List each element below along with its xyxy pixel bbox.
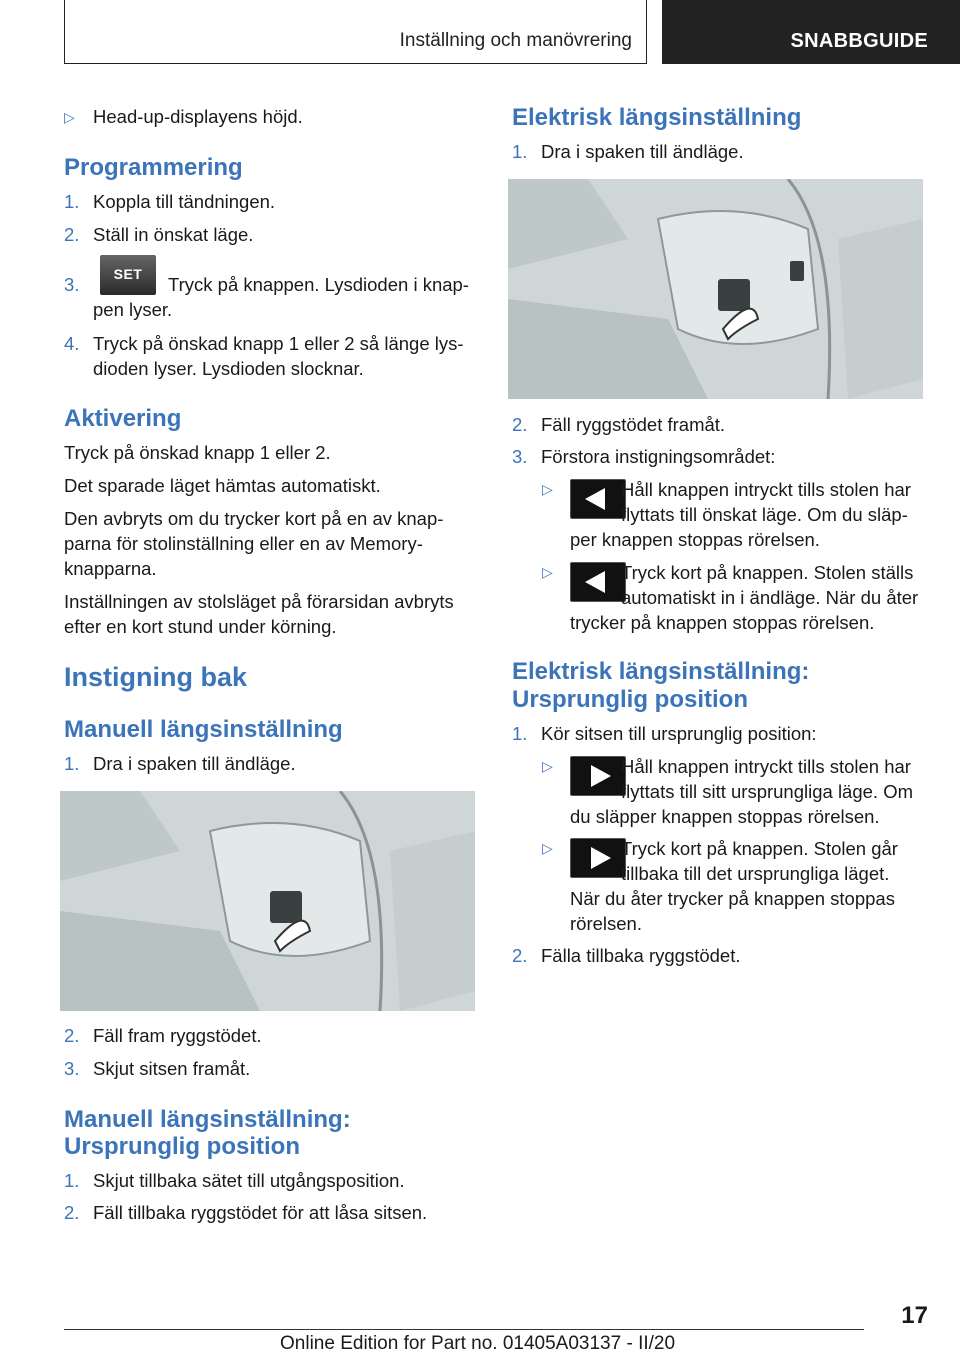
step-number: 2. [64,224,80,245]
step-text: Skjut sitsen framåt. [93,1058,251,1079]
step-text: Tryck på knappen. Lysdioden i knap- [168,274,469,295]
sub-text: trycker på knappen stoppas rörelsen. [570,612,875,633]
paragraph-line: Det sparade läget hämtas automatiskt. [64,475,381,496]
header-section-box [64,0,647,64]
step-text: Fäll tillbaka ryggstödet för att låsa sitsen. [93,1202,428,1223]
set-button-icon [100,255,156,295]
step-text: Koppla till tändningen. [93,191,276,212]
bullet-text: Head-up-displayens höjd. [93,106,303,127]
seat-illustration-svg [508,179,923,399]
sub-text: rörelsen. [570,913,642,934]
step-text: Dra i spaken till ändläge. [93,753,296,774]
sub-text: flyttats till sitt ursprungliga läge. Om [621,781,913,802]
arrow-right-shape [571,839,625,877]
step-text: Förstora instigningsområdet: [541,446,776,467]
footer-divider [64,1329,864,1330]
heading-manuell-urspr-1: Manuell längsinställning: [64,1106,351,1133]
paragraph-line: efter en kort stund under körning. [64,616,337,637]
arrow-right-icon [570,838,626,878]
step-text: Skjut tillbaka sätet till utgångsposition. [93,1170,405,1191]
step-number: 3. [64,274,80,295]
seat-illustration-svg [60,791,475,1011]
step-number: 1. [512,723,528,744]
arrow-right-icon [570,756,626,796]
set-label: SET [113,266,143,282]
arrow-left-shape [571,563,625,601]
heading-manuell: Manuell längsinställning [64,716,343,743]
step-number: 1. [64,753,80,774]
step-text-cont: pen lyser. [93,299,173,320]
footer-edition: Online Edition for Part no. 01405A03137 - II/20 [280,1333,676,1354]
step-number: 2. [512,414,528,435]
sub-text: automatiskt in i ändläge. När du åter [621,587,919,608]
step-text-cont: dioden lyser. Lysdioden slocknar. [93,358,364,379]
heading-aktivering: Aktivering [64,405,182,432]
heading-instigning-bak: Instigning bak [64,662,248,692]
triangle-bullet-icon: ▷ [542,564,553,580]
step-number: 2. [512,945,528,966]
heading-elektrisk-urspr-1: Elektrisk längsinställning: [512,658,810,685]
arrow-right-shape [571,757,625,795]
seat-lever-illustration [60,791,475,1011]
tab-label: SNABBGUIDE [790,30,928,52]
step-text: Ställ in önskat läge. [93,224,254,245]
sub-text: Håll knappen intryckt tills stolen har [621,479,911,500]
sub-text: du släpper knappen stoppas rörelsen. [570,806,880,827]
step-text: Fäll fram ryggstödet. [93,1025,262,1046]
step-number: 1. [64,1170,80,1191]
step-text: Dra i spaken till ändläge. [541,141,744,162]
step-text: Kör sitsen till ursprunglig position: [541,723,817,744]
arrow-left-shape [571,480,625,518]
step-number: 2. [64,1025,80,1046]
sub-text: per knappen stoppas rörelsen. [570,529,820,550]
step-text: Fälla tillbaka ryggstödet. [541,945,741,966]
sub-text: Håll knappen intryckt tills stolen har [621,756,911,777]
header-tab [662,0,960,64]
triangle-bullet-icon: ▷ [64,109,75,125]
arrow-left-icon [570,479,626,519]
section-title: Inställning och manövrering [399,30,632,51]
step-number: 3. [512,446,528,467]
seat-lever-illustration [508,179,923,399]
sub-text: flyttats till önskat läge. Om du släp- [621,504,908,525]
page-number: 17 [901,1302,928,1329]
heading-manuell-urspr-2: Ursprunglig position [64,1133,300,1160]
step-number: 3. [64,1058,80,1079]
paragraph-line: knapparna. [64,558,157,579]
paragraph-line: Tryck på önskad knapp 1 eller 2. [64,442,331,463]
sub-text: tillbaka till det ursprungliga läget. [621,863,890,884]
sub-text: När du åter trycker på knappen stoppas [570,888,895,909]
paragraph-line: Den avbryts om du trycker kort på en av knap- [64,508,444,529]
sub-text: Tryck kort på knappen. Stolen går [621,838,898,859]
step-text: Tryck på önskad knapp 1 eller 2 så länge lys- [93,333,464,354]
triangle-bullet-icon: ▷ [542,481,553,497]
heading-elektrisk-urspr-2: Ursprunglig position [512,686,748,713]
step-number: 2. [64,1202,80,1223]
step-number: 4. [64,333,80,354]
paragraph-line: parna för stolinställning eller en av Memory- [64,533,423,554]
paragraph-line: Inställningen av stolsläget på förarsidan avbryts [64,591,454,612]
arrow-left-icon [570,562,626,602]
step-number: 1. [512,141,528,162]
triangle-bullet-icon: ▷ [542,840,553,856]
step-number: 1. [64,191,80,212]
triangle-bullet-icon: ▷ [542,758,553,774]
step-text: Fäll ryggstödet framåt. [541,414,726,435]
heading-elektrisk: Elektrisk längsinställning [512,104,802,131]
sub-text: Tryck kort på knappen. Stolen ställs [621,562,914,583]
heading-programmering: Programmering [64,154,243,181]
